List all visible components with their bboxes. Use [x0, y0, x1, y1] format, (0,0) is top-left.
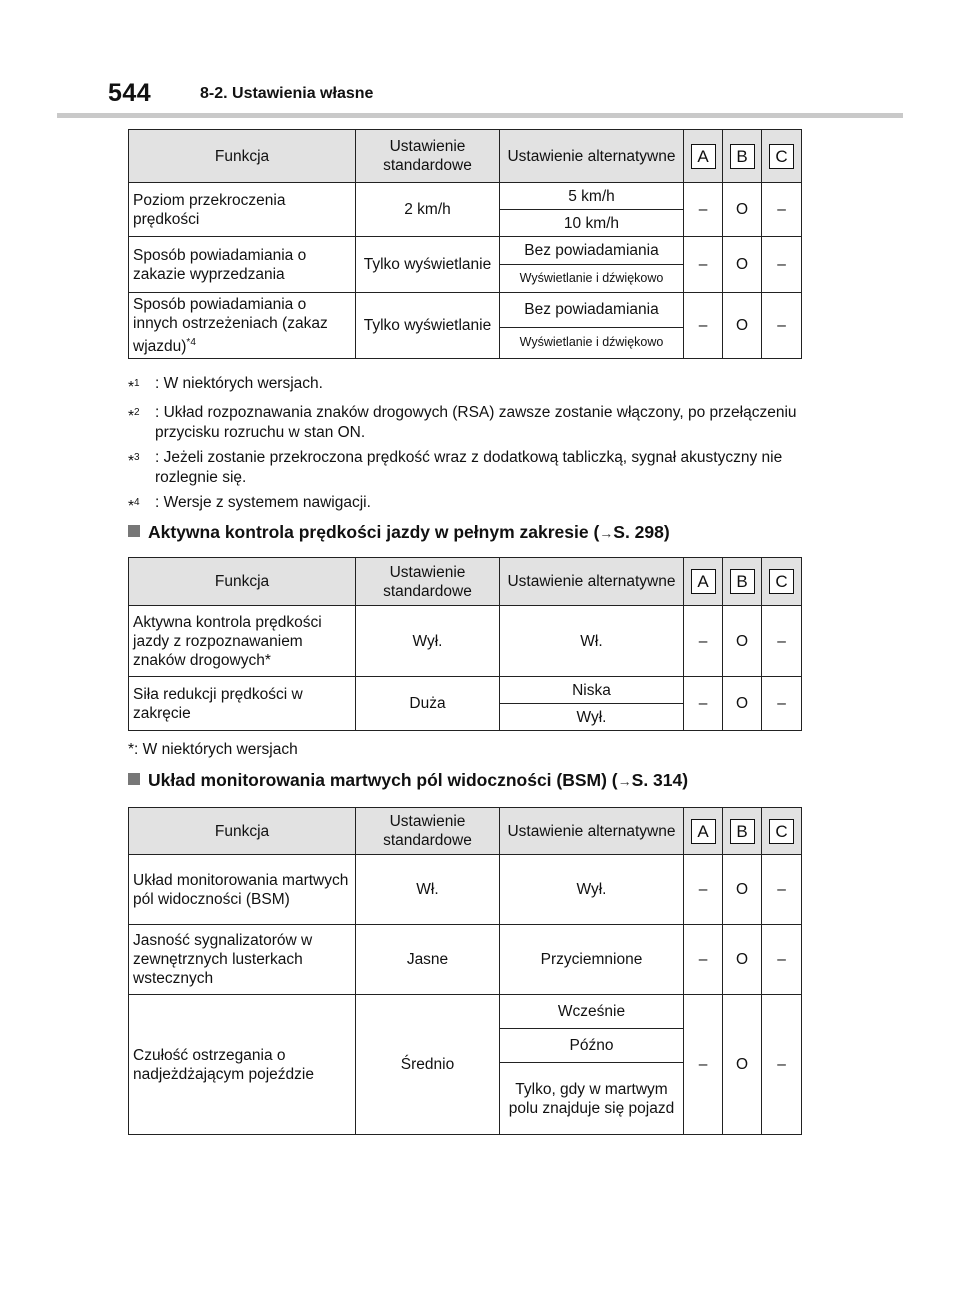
- header-divider: [57, 113, 903, 118]
- c-cell: –: [762, 293, 802, 359]
- footnotes: [128, 374, 808, 522]
- function-cell: Układ monitorowania martwych pól widoczności (BSM): [129, 855, 356, 925]
- alternative-cell: Bez powiadamiania: [500, 293, 684, 328]
- alternative-cell: 5 km/h: [500, 183, 684, 210]
- column-header-alternative: Ustawienie alternatywne: [500, 808, 684, 855]
- section-heading-acc: Aktywna kontrola prędkości jazdy w pełnym zakresie (→S. 298): [128, 522, 670, 543]
- c-cell: –: [762, 855, 802, 925]
- footnote: [128, 448, 808, 488]
- column-header-c: [762, 808, 802, 855]
- c-cell: –: [762, 995, 802, 1135]
- alternative-cell: 10 km/h: [500, 210, 684, 237]
- default-cell: Wł.: [356, 855, 500, 925]
- c-cell: –: [762, 237, 802, 293]
- default-cell: Duża: [356, 677, 500, 731]
- settings-table-acc: [128, 557, 802, 731]
- footnote-text: : W niektórych wersjach.: [155, 375, 323, 392]
- column-header-default: Ustawienie standardowe: [356, 130, 500, 183]
- b-cell: O: [723, 606, 762, 677]
- a-cell: –: [684, 677, 723, 731]
- column-header-function: Funkcja: [129, 808, 356, 855]
- alternative-cell: Tylko, gdy w martwym polu znajduje się pojazd: [500, 1063, 684, 1135]
- alternative-cell: Wcześnie: [500, 995, 684, 1029]
- b-cell: O: [723, 925, 762, 995]
- table-row: [129, 183, 802, 210]
- function-cell: Sposób powiadamiania o innych ostrzeżeniach (zakaz wjazdu)$^{*4}$: [129, 293, 356, 359]
- column-header-function: Funkcja: [129, 130, 356, 183]
- table-header-row: [129, 130, 802, 183]
- a-cell: –: [684, 606, 723, 677]
- settings-table-bsm: [128, 807, 802, 1135]
- table-row: [129, 237, 802, 265]
- default-cell: 2 km/h: [356, 183, 500, 237]
- default-cell: Tylko wyświetlanie: [356, 237, 500, 293]
- table-header-row: [129, 808, 802, 855]
- model-b-badge: B: [730, 144, 755, 169]
- column-header-a: [684, 808, 723, 855]
- a-cell: –: [684, 237, 723, 293]
- function-cell: Siła redukcji prędkości w zakręcie: [129, 677, 356, 731]
- column-header-default: Ustawienie standardowe: [356, 558, 500, 606]
- alternative-cell: Wył.: [500, 704, 684, 731]
- column-header-b: [723, 808, 762, 855]
- footnote-text: : Układ rozpoznawania znaków drogowych (RSA) zawsze zostanie włączony, po przełączeniu przycisku rozruchu w stan ON.: [155, 404, 797, 442]
- square-bullet-icon: [128, 773, 140, 785]
- function-cell: Czułość ostrzegania o nadjeżdżającym pojeździe: [129, 995, 356, 1135]
- default-cell: Jasne: [356, 925, 500, 995]
- table-row: [129, 606, 802, 677]
- table-row: [129, 925, 802, 995]
- alternative-cell: Niska: [500, 677, 684, 704]
- footnote-mark: *$^4$: [128, 497, 140, 516]
- c-cell: –: [762, 183, 802, 237]
- b-cell: O: [723, 237, 762, 293]
- footnote-mark: *$^2$: [128, 407, 140, 426]
- column-header-function: Funkcja: [129, 558, 356, 606]
- arrow-icon: →: [599, 525, 614, 541]
- footnote: *: W niektórych wersjach: [128, 741, 298, 758]
- model-b-badge: B: [730, 569, 755, 594]
- table-row: [129, 995, 802, 1029]
- c-cell: –: [762, 606, 802, 677]
- function-cell: Aktywna kontrola prędkości jazdy z rozpoznawaniem znaków drogowych*: [129, 606, 356, 677]
- column-header-c: [762, 130, 802, 183]
- table-row: [129, 855, 802, 925]
- footnote-text: : Jeżeli zostanie przekroczona prędkość wraz z dodatkową tabliczką, sygnał akustyczny nie rozlegnie się.: [155, 449, 783, 487]
- footnote: [128, 374, 808, 398]
- settings-table-rsa: [128, 129, 802, 359]
- model-c-badge: C: [769, 144, 794, 169]
- alternative-cell: Wyświetlanie i dźwiękowo: [500, 265, 684, 293]
- alternative-cell: Bez powiadamiania: [500, 237, 684, 265]
- column-header-a: [684, 130, 723, 183]
- default-cell: Średnio: [356, 995, 500, 1135]
- footnote-mark: *$^3$: [128, 452, 140, 471]
- alternative-cell: Wł.: [500, 606, 684, 677]
- a-cell: –: [684, 293, 723, 359]
- b-cell: O: [723, 183, 762, 237]
- b-cell: O: [723, 995, 762, 1135]
- b-cell: O: [723, 293, 762, 359]
- column-header-alternative: Ustawienie alternatywne: [500, 558, 684, 606]
- function-cell: Sposób powiadamiania o zakazie wyprzedzania: [129, 237, 356, 293]
- b-cell: O: [723, 855, 762, 925]
- arrow-icon: →: [617, 773, 632, 789]
- footnote-text: : Wersje z systemem nawigacji.: [155, 494, 371, 512]
- table-header-row: [129, 558, 802, 606]
- square-bullet-icon: [128, 525, 140, 537]
- c-cell: –: [762, 677, 802, 731]
- model-a-badge: A: [691, 144, 716, 169]
- section-heading-bsm: Układ monitorowania martwych pól widoczności (BSM) (→S. 314): [128, 770, 688, 791]
- footnote: [128, 493, 808, 517]
- table-row: [129, 293, 802, 328]
- a-cell: –: [684, 995, 723, 1135]
- model-c-badge: C: [769, 569, 794, 594]
- model-a-badge: A: [691, 569, 716, 594]
- column-header-b: [723, 558, 762, 606]
- a-cell: –: [684, 855, 723, 925]
- model-c-badge: C: [769, 819, 794, 844]
- b-cell: O: [723, 677, 762, 731]
- alternative-cell: Późno: [500, 1029, 684, 1063]
- model-a-badge: A: [691, 819, 716, 844]
- alternative-cell: Wyświetlanie i dźwiękowo: [500, 327, 684, 359]
- column-header-a: [684, 558, 723, 606]
- a-cell: –: [684, 183, 723, 237]
- column-header-c: [762, 558, 802, 606]
- table-row: [129, 677, 802, 704]
- alternative-cell: Przyciemnione: [500, 925, 684, 995]
- section-title: 8-2. Ustawienia własne: [200, 85, 374, 102]
- function-cell: Jasność sygnalizatorów w zewnętrznych lusterkach wstecznych: [129, 925, 356, 995]
- page-number: 544: [108, 79, 152, 107]
- default-cell: Wył.: [356, 606, 500, 677]
- footnote: [128, 403, 808, 443]
- column-header-b: [723, 130, 762, 183]
- column-header-default: Ustawienie standardowe: [356, 808, 500, 855]
- model-b-badge: B: [730, 819, 755, 844]
- default-cell: Tylko wyświetlanie: [356, 293, 500, 359]
- footnote-mark: *$^1$: [128, 378, 140, 397]
- alternative-cell: Wył.: [500, 855, 684, 925]
- column-header-alternative: Ustawienie alternatywne: [500, 130, 684, 183]
- a-cell: –: [684, 925, 723, 995]
- function-cell: Poziom przekroczenia prędkości: [129, 183, 356, 237]
- c-cell: –: [762, 925, 802, 995]
